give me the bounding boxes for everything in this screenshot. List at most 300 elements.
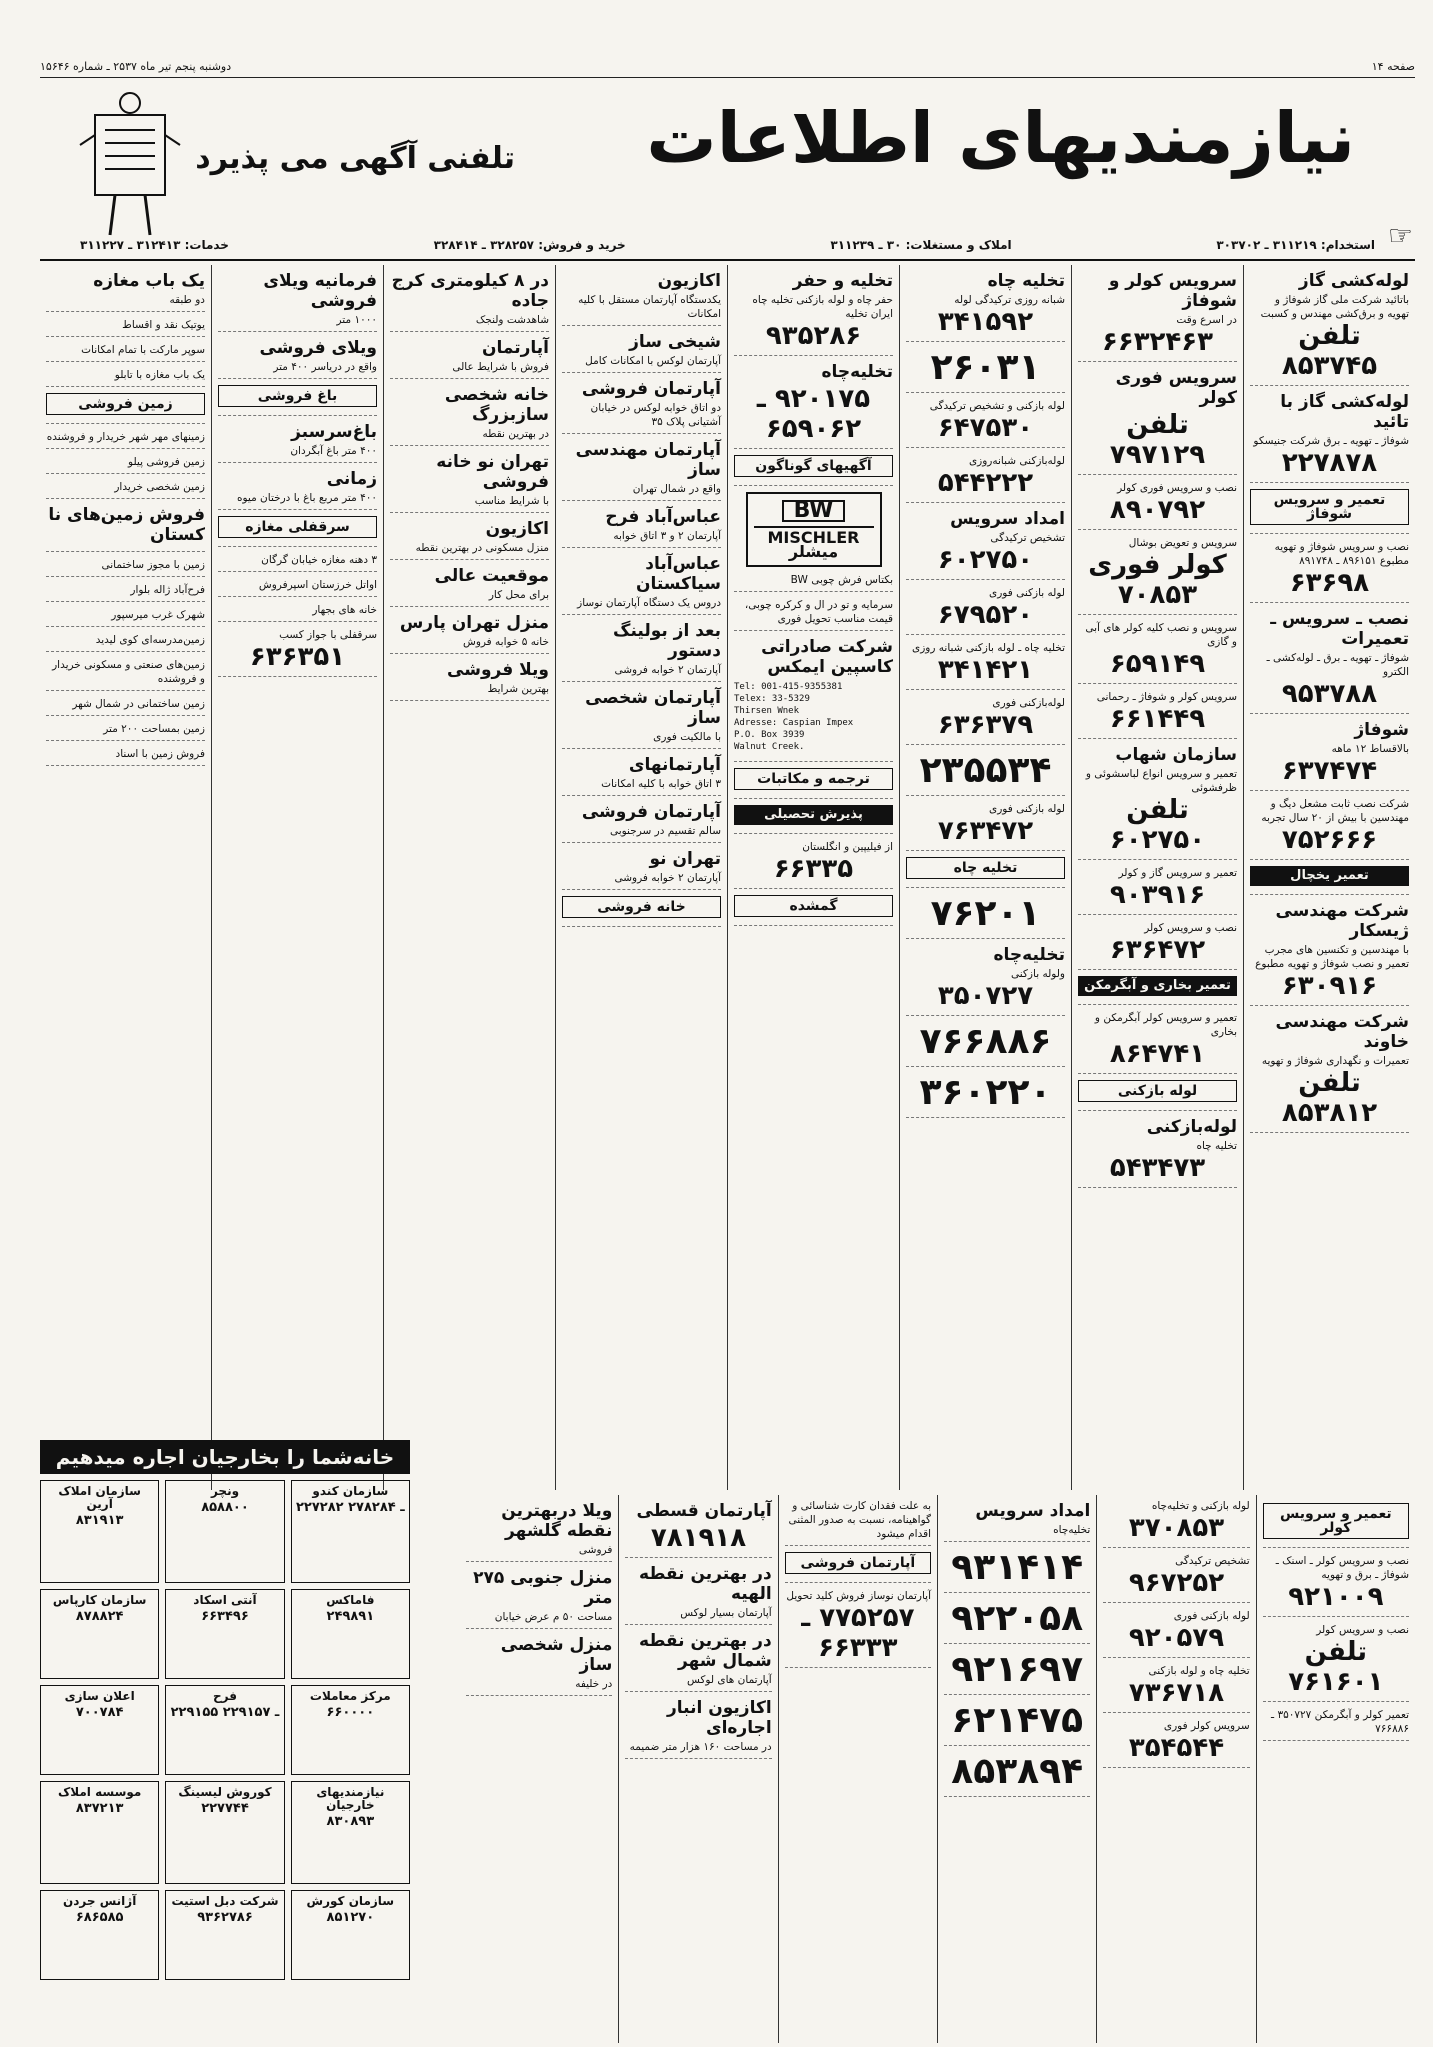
classified-ad — [1078, 1011, 1237, 1074]
agency-phone: ۸۳۰۸۹۳ — [326, 1814, 375, 1829]
classified-ad — [1250, 540, 1409, 603]
classified-ad — [1078, 536, 1237, 615]
ad-title: اکازیون انبار اجاره‌ای — [667, 1698, 772, 1738]
ad-text: لوله بازکنی و تخلیه‌چاه — [1151, 1500, 1250, 1512]
ad-text: ۳ اتاق خوابه با کلیه امکانات — [601, 778, 721, 790]
ad-title: نصب ـ سرویس ـ تعمیرات — [1270, 609, 1409, 649]
ad-phone-number: ۹۲۱۰۰۹ — [1288, 1582, 1384, 1612]
agency-name: مرکز معاملات — [309, 1689, 391, 1703]
ad-text: لوله‌بازکنی شبانه‌روزی — [968, 455, 1065, 467]
classified-ad — [1250, 271, 1409, 386]
ad-phone-number: ۳۷۰۸۵۳ — [1128, 1513, 1225, 1543]
classified-ad — [390, 271, 549, 332]
ad-phone-number: ۶۶۳۳۵ — [773, 854, 854, 884]
ad-title: لوله‌کشی گاز با تائید — [1280, 392, 1409, 432]
classified-ad — [1250, 1012, 1409, 1133]
ad-text: با مهندسین و تکنسین های مجرب تعمیر و نصب شوفاژ و تهویه مطبوع — [1255, 944, 1409, 970]
ad-title: اکازیون — [657, 271, 721, 291]
ad-phone-number: ۷۶۲۰۱ — [930, 893, 1041, 934]
classified-ad — [944, 1701, 1090, 1746]
classified-ad — [1078, 921, 1237, 970]
ad-title: باغ‌سرسبز — [291, 422, 377, 442]
ad-phone-number: ۷۳۶۷۱۸ — [1128, 1678, 1225, 1708]
ad-phone-number: ۵۴۴۲۲۲ — [937, 468, 1034, 498]
ad-text: در بهترین نقطه — [482, 428, 549, 440]
newspaper-section-title: نیازمندیهای اطلاعات — [646, 97, 1355, 179]
ad-title: در ۸ کیلومتری کرج جاده — [391, 271, 549, 311]
ad-text: سرویس و نصب کلیه کولر های آبی و گازی — [1085, 622, 1237, 648]
ad-phone-number: ۲۲۷۸۷۸ — [1281, 448, 1378, 478]
classified-ad — [218, 516, 377, 547]
ad-text: ۴۰۰ متر باغ آبگردان — [290, 445, 377, 457]
ad-title: بعد از بولینگ دستور — [613, 621, 721, 661]
ad-phone-number: تلفن ۷۶۱۶۰۱ — [1288, 1637, 1384, 1697]
classified-ad — [906, 894, 1065, 939]
classified-ad — [906, 751, 1065, 796]
agency-ad — [40, 1890, 159, 1980]
classified-ad — [390, 566, 549, 607]
category-heading: آپارتمان فروشی — [785, 1552, 931, 1574]
classified-ad — [1078, 976, 1237, 1005]
ad-column-lower-4 — [778, 1495, 937, 2043]
classified-ad — [1250, 866, 1409, 895]
ad-column-6 — [383, 265, 555, 1490]
classified-ad — [46, 455, 205, 474]
ad-title: در بهترین نقطه الهیه — [639, 1564, 772, 1604]
agency-ad — [165, 1890, 284, 1980]
ad-text: فرح‌آباد ژاله بلوار — [130, 584, 205, 596]
ad-column-4 — [727, 265, 899, 1490]
ad-text: فروش زمین با اسناد — [115, 748, 205, 760]
ad-text: آپارتمان های لوکس — [687, 1674, 772, 1686]
ad-phone-number: ۹۶۷۲۵۲ — [1128, 1568, 1225, 1598]
agency-ad — [291, 1480, 410, 1583]
ad-text: سرویس و تعویض بوشال — [1128, 537, 1237, 549]
classified-ad — [390, 519, 549, 560]
ad-phone-number: ۸۶۴۷۴۱ — [1109, 1039, 1206, 1069]
ad-columns — [40, 265, 1415, 1490]
ad-text: زمین بمساحت ۲۰۰ متر — [103, 723, 205, 735]
classified-ad — [562, 802, 721, 843]
classified-ad — [1078, 1080, 1237, 1111]
ad-title: در بهترین نقطه شمال شهر — [639, 1631, 772, 1671]
ad-text: دروس یک دستگاه آپارتمان نوساز — [577, 597, 721, 609]
classified-ad — [906, 857, 1065, 888]
ad-text: در مساحت ۱۶۰ هزار متر ضمیمه — [629, 1741, 772, 1753]
ad-title: آپارتمان مهندسی ساز — [575, 440, 721, 480]
classified-ad — [1250, 797, 1409, 860]
ad-text: در اسرع وقت — [1176, 314, 1237, 326]
classified-ad — [46, 583, 205, 602]
ad-title: خانه شخصی سازبزرگ — [444, 385, 549, 425]
ad-phone-number: ۸۹۰۷۹۲ — [1109, 495, 1206, 525]
agency-name: شرکت دبل استیت — [171, 1894, 279, 1908]
masthead — [40, 79, 1415, 261]
ad-phone-number: ۹۰۳۹۱۶ — [1109, 880, 1206, 910]
classified-ad — [906, 509, 1065, 580]
classified-ad — [46, 722, 205, 741]
classified-ad — [734, 362, 893, 449]
ad-phone-number: ۸۵۳۸۹۴ — [951, 1751, 1084, 1792]
ad-title: یک باب مغازه — [93, 271, 205, 291]
ad-title: زمانی — [326, 469, 377, 489]
classified-ad — [562, 755, 721, 796]
ad-phone-number: ۳۴۱۴۲۱ — [937, 655, 1034, 685]
ad-text: تشخیص ترکیدگی — [1175, 1555, 1250, 1567]
classified-ad — [944, 1599, 1090, 1644]
ad-title: ویلای فروشی — [259, 338, 377, 358]
classified-ad — [625, 1631, 771, 1692]
ad-title: آپارتمان قسطی — [636, 1501, 772, 1521]
ad-text: زمین با مجوز ساختمانی — [101, 559, 205, 571]
agency-ad — [40, 1589, 159, 1679]
ad-text: لوله‌بازکنی فوری — [992, 697, 1065, 709]
newspaper-section-subtitle: تلفنی آگهی می پذیرد — [195, 141, 515, 176]
ad-title: اکازیون — [485, 519, 549, 539]
ad-phone-number: ۲۶۰۳۱ — [930, 347, 1041, 388]
ad-phone-number: ۳۵۴۵۴۴ — [1128, 1733, 1225, 1763]
classified-ad — [734, 805, 893, 834]
ad-text: شهرک غرب میرسپور — [111, 609, 205, 621]
ad-text: آپارتمان ۲ و ۳ اتاق خوابه — [613, 530, 721, 542]
ad-text: تعمیرات و نگهداری شوفاژ و تهویه — [1261, 1055, 1409, 1067]
agency-phone: ۲۴۹۸۹۱ — [326, 1609, 375, 1624]
classified-ad — [1078, 271, 1237, 362]
classified-ad — [1078, 481, 1237, 530]
classified-ad — [218, 553, 377, 572]
agency-ad — [40, 1685, 159, 1775]
agency-phone: ۸۵۱۲۷۰ — [326, 1910, 375, 1925]
classified-ad — [46, 368, 205, 387]
ad-text: لوله بازکنی فوری — [989, 803, 1065, 815]
agency-grid — [40, 1480, 410, 1980]
ad-phone-number: ۹۳۱۴۱۴ — [951, 1547, 1084, 1588]
ad-column-lower-2 — [1096, 1495, 1255, 2043]
ad-text: برای محل کار — [488, 589, 549, 601]
ad-phone-number: ۹۲۲۰۵۸ — [951, 1598, 1084, 1639]
ad-text: سوپر مارکت با تمام امکانات — [81, 344, 205, 356]
classified-ad — [785, 1499, 931, 1546]
classified-ad — [562, 507, 721, 548]
ad-phone-number: ۶۶۳۲۴۶۳ — [1101, 327, 1214, 357]
ad-title: تخلیه و حفر — [792, 271, 893, 291]
agency-name: کوروش لیسینگ — [178, 1785, 272, 1799]
ad-text: آپارتمان بسیار لوکس — [680, 1607, 772, 1619]
ad-column-3 — [899, 265, 1071, 1490]
classified-ad — [906, 1073, 1065, 1118]
classified-ad — [906, 399, 1065, 448]
ad-title: منزل جنوبی ۲۷۵ متر — [473, 1568, 613, 1608]
ad-title: سازمان شهاب — [1115, 745, 1237, 765]
ad-text: به علت فقدان کارت شناسائی و گواهینامه، نسبت به صدور المثنی اقدام میشود — [788, 1500, 932, 1540]
ad-text: لوله بازکنی و تشخیص ترکیدگی — [929, 400, 1065, 412]
agency-ad — [40, 1480, 159, 1583]
ad-title: تخلیه‌چاه — [993, 945, 1065, 965]
issue-info: دوشنبه پنجم تیر ماه ۲۵۳۷ ـ شماره ۱۵۶۴۶ — [40, 59, 232, 73]
ad-phone-number: ۶۳۶۳۵۱ — [249, 642, 346, 672]
ad-text: یک باب مغازه با تابلو — [114, 369, 205, 381]
ad-text: حفر چاه و لوله بازکنی تخلیه چاه ایران تخلیه — [752, 294, 893, 320]
category-heading: پذیرش تحصیلی — [734, 805, 893, 825]
ad-title: آپارتمان فروشی — [581, 379, 721, 399]
classified-ad — [1250, 392, 1409, 483]
category-heading: زمین فروشی — [46, 393, 205, 415]
foreign-rental-banner: خانه‌شما را بخارجیان اجاره میدهیم — [40, 1440, 410, 1474]
agency-ad — [291, 1589, 410, 1679]
classified-ad — [1103, 1499, 1249, 1548]
agency-phone: ۶۶۳۴۹۶ — [201, 1609, 249, 1624]
agency-name: سازمان کارپاس — [52, 1593, 147, 1607]
ad-title: منزل شخصی ساز — [500, 1635, 613, 1675]
ad-text: سالم تقسیم در سرجنوبی — [609, 825, 721, 837]
ad-phone-number: ۷۶۶۸۸۶ — [919, 1021, 1052, 1062]
classified-ad — [390, 660, 549, 701]
ad-text: آپارتمان ۲ خوابه فروشی — [614, 664, 721, 676]
ad-text: شاهدشت ولنجک — [475, 314, 549, 326]
ad-text: آپارتمان لوکس با امکانات کامل — [585, 355, 721, 367]
ad-text: تخلیه چاه ـ لوله بازکنی شبانه روزی — [912, 642, 1065, 654]
ad-column-lower-1 — [1256, 1495, 1415, 2043]
classified-ad — [218, 422, 377, 463]
classified-ad — [390, 385, 549, 446]
ad-phone-number: کولر فوری ۷۰۸۵۳ — [1088, 550, 1227, 610]
phone-services: خدمات: ۳۱۲۴۱۳ ـ ۳۱۱۲۲۷ — [80, 238, 229, 252]
ad-title: شرکت صادراتی کاسپین ایمکس — [761, 637, 893, 677]
classified-ad — [562, 688, 721, 749]
classified-ad — [562, 332, 721, 373]
category-heading: تعمیر بخاری و آبگرمکن — [1078, 976, 1237, 996]
agency-phone: ۸۳۷۲۱۳ — [75, 1801, 124, 1816]
ad-phone-number: تلفن ۸۵۳۷۴۵ — [1281, 321, 1378, 381]
ad-text: زمین‌مدرسه‌ای کوی لیدید — [95, 634, 205, 646]
agency-name: آژانس جردن — [63, 1894, 137, 1908]
category-heading: تعمیر و سرویس شوفاژ — [1250, 489, 1409, 525]
ad-phone-number: ۶۵۹۱۴۹ — [1109, 649, 1206, 679]
ad-text: تخلیه چاه و لوله بازکنی — [1148, 1665, 1250, 1677]
classified-ad — [46, 343, 205, 362]
classified-ad — [906, 1022, 1065, 1067]
ad-text: سرمایه و تو در ال و کرکره چوبی، قیمت مناسب تحویل فوری — [744, 599, 893, 625]
classified-ad — [906, 945, 1065, 1016]
classified-ad — [1078, 690, 1237, 739]
classified-ad — [1103, 1554, 1249, 1603]
ad-title: موقعیت عالی — [434, 566, 549, 586]
ad-text: تخلیه‌چاه — [1053, 1524, 1091, 1536]
ad-text: نصب و سرویس کولر — [1144, 922, 1237, 934]
agency-name: سازمان املاک آرین — [58, 1484, 141, 1511]
ad-phone-number: ۶۳۶۹۸ — [1289, 568, 1370, 598]
classified-ad — [46, 505, 205, 552]
category-heading: آگهیهای گوناگون — [734, 455, 893, 477]
ad-column-1 — [1243, 265, 1415, 1490]
ad-text: ۴۰۰ متر مربع باغ با درختان میوه — [236, 492, 377, 504]
ad-title: امداد سرویس — [975, 1501, 1091, 1521]
classified-ad — [1103, 1664, 1249, 1713]
classified-ad — [218, 385, 377, 416]
ad-column-lower-6 — [460, 1495, 618, 2043]
agency-name: فاماکس — [326, 1593, 375, 1607]
ad-title: سرویس کولر و شوفاژ — [1108, 271, 1237, 311]
classified-ad — [218, 338, 377, 379]
brand-name: MISCHLER میشلر — [754, 526, 874, 559]
category-heading: تعمیر و سرویس کولر — [1263, 1503, 1409, 1539]
agency-phone: ۲۲۷۲۸۲ ـ ۲۷۸۲۸۴ — [295, 1500, 405, 1515]
ad-phone-number: ۶۰۲۷۵۰ — [937, 545, 1034, 575]
ad-column-2 — [1071, 265, 1243, 1490]
classified-ad — [1250, 609, 1409, 714]
classified-ad — [390, 452, 549, 513]
pointing-hand-icon: ☞ — [1387, 219, 1413, 252]
classified-ad — [562, 554, 721, 615]
ad-text: باتائید شرکت ملی گاز شوفاژ و تهویه و برق‌کشی مهندس و کسبت — [1260, 294, 1409, 320]
ad-text: با شرایط مناسب — [474, 495, 549, 507]
classified-ad — [906, 586, 1065, 635]
bw-logo: BW — [782, 500, 846, 522]
classified-ad — [734, 768, 893, 799]
classified-ad — [562, 621, 721, 682]
ad-text: نصب و سرویس فوری کولر — [1117, 482, 1237, 494]
brand-logo — [746, 492, 882, 567]
ad-title: آپارتمان شخصی ساز — [585, 688, 721, 728]
agency-name: موسسه املاک — [57, 1785, 142, 1799]
agency-phone: ۶۶۰۰۰۰ — [326, 1705, 375, 1720]
classified-ad — [46, 558, 205, 577]
classified-ad — [734, 840, 893, 889]
ad-text: آپارتمان نوساز فروش کلید تحویل — [786, 1590, 932, 1602]
ad-phone-number: ۳۵۰۷۲۷ — [937, 981, 1034, 1011]
agency-phone: ۸۳۱۹۱۳ — [75, 1513, 124, 1528]
ad-text: شوفاژ ـ تهویه ـ برق ـ لوله‌کشی ـ الکترو — [1266, 652, 1409, 678]
category-heading: لوله بازکنی — [1078, 1080, 1237, 1102]
ad-text: خانه ۵ خوابه فروش — [463, 636, 549, 648]
ad-text: زمین‌های صنعتی و مسکونی خریدار و فروشنده — [52, 659, 205, 685]
page-topline — [40, 55, 1415, 78]
ad-phone-number: ۳۴۱۵۹۲ — [937, 307, 1034, 337]
ad-text: نصب و سرویس کولر — [1316, 1624, 1409, 1636]
ad-phone-number: ۵۴۳۴۷۳ — [1109, 1153, 1206, 1183]
ad-text: زمین فروشی پیلو — [128, 456, 205, 468]
agency-name: ونچر — [210, 1484, 240, 1498]
ad-column-lower-5 — [618, 1495, 777, 2043]
classified-ad — [218, 271, 377, 332]
ad-text: زمین شخصی خریدار — [114, 481, 205, 493]
ad-column-7 — [211, 265, 383, 1490]
agency-ad — [165, 1781, 284, 1884]
classified-ad — [466, 1568, 612, 1629]
agency-ad — [165, 1480, 284, 1583]
classified-ad — [785, 1589, 931, 1668]
ad-title: منزل تهران پارس — [399, 613, 549, 633]
ad-phone-number: ۶۷۹۵۲۰ — [937, 600, 1034, 630]
ad-title: عباس‌آباد فرح — [605, 507, 721, 527]
ad-text: آپارتمان ۲ خوابه فروشی — [614, 872, 721, 884]
classified-ad — [1078, 745, 1237, 860]
classified-ad — [1263, 1708, 1409, 1741]
ad-text: ولوله بازکنی — [1011, 968, 1065, 980]
ad-text: از فیلیپین و انگلستان — [802, 841, 893, 853]
ad-phone-number: ۷۷۵۲۵۷ ـ ۶۶۳۳۳ — [801, 1603, 915, 1663]
agency-phone: ۸۵۸۸۰۰ — [201, 1500, 249, 1515]
classified-ad — [944, 1548, 1090, 1593]
classified-ad — [562, 849, 721, 890]
classified-ad — [466, 1501, 612, 1562]
ad-text: تخلیه چاه — [1196, 1140, 1237, 1152]
classified-ad — [734, 637, 893, 762]
classified-ad — [390, 338, 549, 379]
ad-title: ویلا دربهترین نقطه گلشهر — [501, 1501, 613, 1541]
agency-ad — [291, 1781, 410, 1884]
ad-text: یکدستگاه آپارتمان مستقل با کلیه امکانات — [578, 294, 721, 320]
classified-ad — [944, 1501, 1090, 1542]
classified-ad — [1103, 1609, 1249, 1658]
ad-phone-number: ۹۲۰۱۷۵ ـ ۶۵۹۰۶۲ — [756, 384, 871, 444]
agency-name: اعلان سازی — [64, 1689, 135, 1703]
classified-ad — [625, 1501, 771, 1558]
ad-title: فروش زمین‌های نا کستان — [48, 505, 205, 545]
ad-text: در خلیفه — [575, 1678, 613, 1690]
ad-text: شرکت نصب ثابت مشعل دیگ و مهندسین با بیش از ۲۰ سال تجربه — [1261, 798, 1409, 824]
ad-text: زمین ساختمانی در شمال شهر — [72, 698, 205, 710]
classified-ad — [734, 492, 893, 592]
classified-ad — [906, 641, 1065, 690]
classified-ad — [46, 747, 205, 766]
ad-title: فرمانیه ویلای فروشی — [263, 271, 377, 311]
ad-phone-number: ۹۵۳۷۸۸ — [1281, 679, 1378, 709]
classified-ad — [1078, 621, 1237, 684]
ad-text: نصب و سرویس کولر ـ اسنک ـ شوفاژ ـ برق و تهویه — [1275, 1555, 1409, 1581]
agency-ad — [291, 1890, 410, 1980]
ad-text: زمینهای مهر شهر خریدار و فروشنده — [46, 431, 205, 443]
classified-ad — [46, 393, 205, 424]
category-heading: سرقفلی مغازه — [218, 516, 377, 538]
ad-phone-number: ۹۲۱۶۹۷ — [951, 1649, 1084, 1690]
ad-phone-number: ۶۳۶۴۷۲ — [1109, 935, 1206, 965]
category-heading: ترجمه و مکاتبات — [734, 768, 893, 790]
classified-ad — [906, 271, 1065, 342]
classified-ad — [562, 440, 721, 501]
classified-ad — [906, 802, 1065, 851]
ad-column-5 — [555, 265, 727, 1490]
classified-ad — [1250, 901, 1409, 1006]
ad-text: لوله بازکنی فوری — [989, 587, 1065, 599]
classified-ad — [734, 598, 893, 631]
ad-title: شوفاژ — [1354, 720, 1409, 740]
classified-ad — [1263, 1623, 1409, 1702]
ad-column-lower-3 — [937, 1495, 1096, 2043]
classified-ad — [734, 455, 893, 486]
bottom-ad-columns — [460, 1495, 1415, 2035]
ad-title: امداد سرویس — [950, 509, 1065, 529]
classified-ad — [218, 578, 377, 597]
ad-text: منزل مسکونی در بهترین نقطه — [415, 542, 549, 554]
ad-text: تشخیص ترکیدگی — [990, 532, 1065, 544]
classified-ad — [46, 608, 205, 627]
ad-text: اواتل خرزستان اسپرفروش — [258, 579, 377, 591]
ad-phone-number: ۹۲۰۵۷۹ — [1128, 1623, 1225, 1653]
ad-phone-number: ۶۶۱۴۴۹ — [1109, 704, 1206, 734]
ad-phone-number: ۷۶۳۴۷۲ — [937, 816, 1034, 846]
ad-text: تعمیر کولر و آبگرمکن ۳۵۰۷۲۷ ـ ۷۶۶۸۸۶ — [1271, 1709, 1409, 1735]
classified-ad — [1250, 720, 1409, 791]
ad-phone-number: تلفن ۸۵۳۸۱۲ — [1281, 1068, 1378, 1128]
ad-text: ۱۰۰۰ متر — [336, 314, 377, 326]
ad-phone-number: ۶۲۱۴۷۵ — [951, 1700, 1084, 1741]
phone-trade: خرید و فروش: ۳۲۸۲۵۷ ـ ۳۲۸۴۱۴ — [433, 238, 626, 252]
classified-ad — [466, 1635, 612, 1696]
ad-phone-number: ۳۶۰۲۲۰ — [919, 1072, 1052, 1113]
ad-title: آپارتمانهای — [628, 755, 721, 775]
ad-title: شرکت مهندسی خاوند — [1275, 1012, 1409, 1052]
